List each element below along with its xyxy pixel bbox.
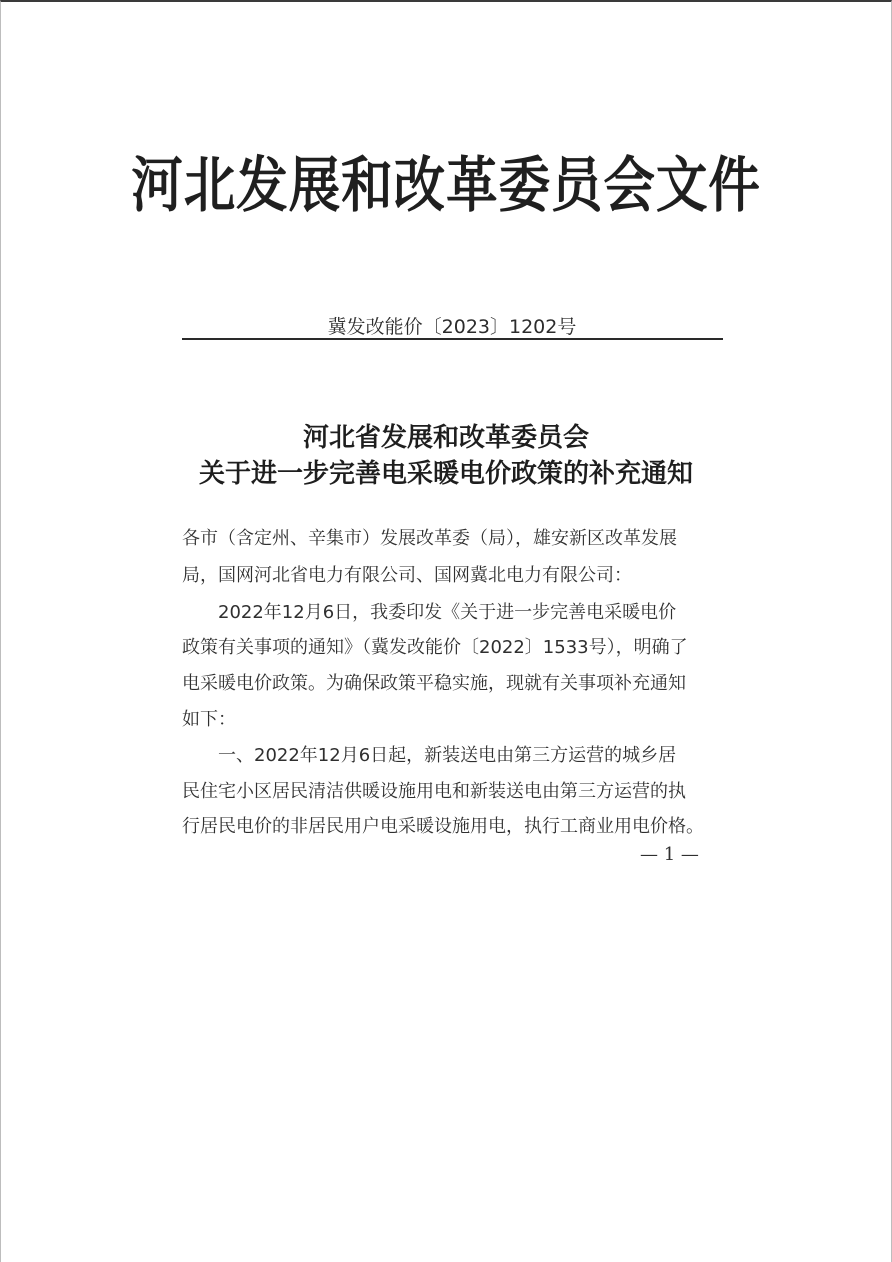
- paragraph-line: 行居民电价的非居民用户电采暖设施用电，执行工商业用电价格。: [182, 816, 704, 837]
- paragraph-line: 一、2022年12月6日起，新装送电由第三方运营的城乡居: [218, 745, 677, 766]
- paragraph-line: 如下：: [182, 709, 236, 730]
- document-header-title: 河北发展和改革委员会文件: [131, 151, 761, 221]
- page-number: — 1 —: [640, 844, 699, 865]
- addressee-line: 各市（含定州、辛集市）发展改革委（局），雄安新区改革发展: [182, 528, 677, 549]
- addressee-line: 局，国网河北省电力有限公司、国网冀北电力有限公司：: [182, 565, 632, 586]
- paragraph-line: 2022年12月6日，我委印发《关于进一步完善电采暖电价: [218, 602, 677, 623]
- notice-title-line-1: 河北省发展和改革委员会: [302, 423, 589, 453]
- header-divider: [182, 338, 723, 340]
- document-number: 冀发改能价〔2023〕1202号: [327, 316, 577, 338]
- paragraph-line: 政策有关事项的通知》（冀发改能价〔2022〕1533号），明确了: [182, 637, 688, 658]
- notice-title-line-2: 关于进一步完善电采暖电价政策的补充通知: [198, 459, 693, 489]
- paragraph-line: 民住宅小区居民清洁供暖设施用电和新装送电由第三方运营的执: [182, 781, 686, 802]
- paragraph-line: 电采暖电价政策。为确保政策平稳实施，现就有关事项补充通知: [182, 673, 686, 694]
